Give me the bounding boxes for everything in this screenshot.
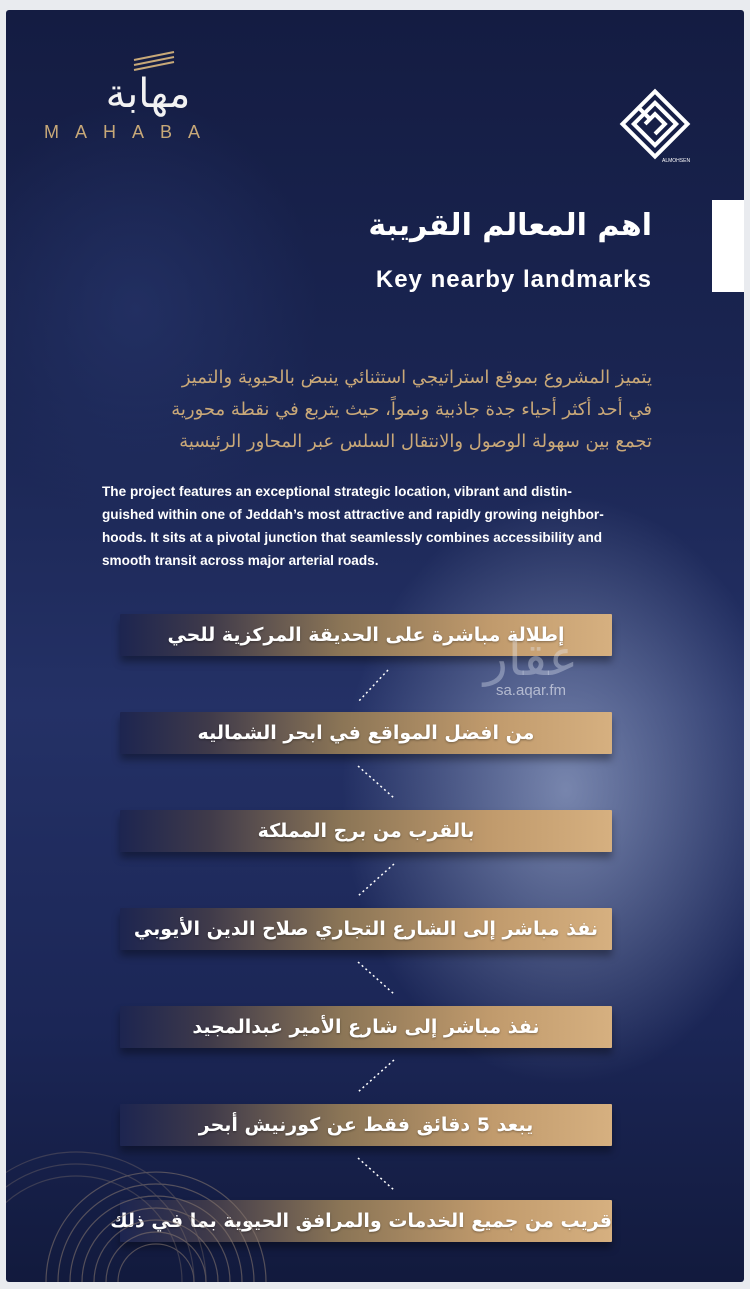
landmark-label: من افضل المواقع في ابحر الشماليه — [197, 722, 535, 744]
landmark-label: يبعد 5 دقائق فقط عن كورنيش أبحر — [198, 1114, 534, 1136]
decorative-arcs-icon — [6, 1092, 336, 1282]
logo-arabic: مهابة — [105, 71, 191, 117]
heading-english: Key nearby landmarks — [375, 266, 652, 293]
description-arabic — [92, 362, 652, 458]
dotted-connector-icon — [346, 958, 406, 998]
landmark-label: بالقرب من برج المملكة — [257, 820, 475, 842]
watermark-url: sa.aqar.fm — [495, 682, 567, 699]
description-english-line: guished within one of Jeddah’s most attractive and rapidly growing neighbor- — [102, 507, 604, 522]
dotted-connector-icon — [346, 762, 406, 802]
landmark-label: نفذ مباشر إلى الشارع التجاري صلاح الدين الأيوبي — [133, 918, 599, 940]
watermark — [466, 630, 596, 699]
heading-arabic: اهم المعالم القريبة — [368, 208, 652, 243]
landmark-bar — [120, 1006, 612, 1048]
description-english-line: The project features an exceptional strategic location, vibrant and distin- — [102, 484, 572, 499]
dotted-connector-icon — [346, 666, 406, 706]
description-arabic-line: في أحد أكثر أحياء جدة جاذبية ونمواً، حيث يتربع في نقطة محورية — [171, 399, 652, 420]
dotted-connector-icon — [346, 1056, 406, 1096]
watermark-logo: عقار — [483, 629, 579, 687]
logo-english: MAHABA — [44, 122, 217, 142]
developer-logo-icon — [618, 88, 692, 166]
landmark-bar — [120, 712, 612, 754]
developer-logo-text: ALMOHSEN — [662, 158, 691, 164]
landmark-bar — [120, 810, 612, 852]
side-tab-marker — [712, 200, 744, 292]
description-arabic-line: تجمع بين سهولة الوصول والانتقال السلس عبر المحاور الرئيسية — [179, 431, 652, 452]
description-arabic-line: يتميز المشروع بموقع استراتيجي استثنائي ينبض بالحيوية والتميز — [181, 367, 652, 388]
landmark-label: قريب من جميع الخدمات والمرافق الحيوية بما في ذلك — [110, 1210, 612, 1232]
logo-lines-icon — [130, 50, 178, 72]
brochure-page — [6, 10, 744, 1282]
landmark-bar — [120, 908, 612, 950]
description-english — [102, 480, 662, 572]
description-english-line: smooth transit across major arterial roads. — [102, 553, 379, 568]
landmark-label: إطلالة مباشرة على الحديقة المركزية للحي — [167, 624, 565, 646]
description-english-line: hoods. It sits at a pivotal junction that seamlessly combines accessibility and — [102, 530, 603, 545]
dotted-connector-icon — [346, 860, 406, 900]
landmark-label: نفذ مباشر إلى شارع الأمير عبدالمجيد — [192, 1016, 540, 1038]
dotted-connector-icon — [346, 1154, 406, 1194]
